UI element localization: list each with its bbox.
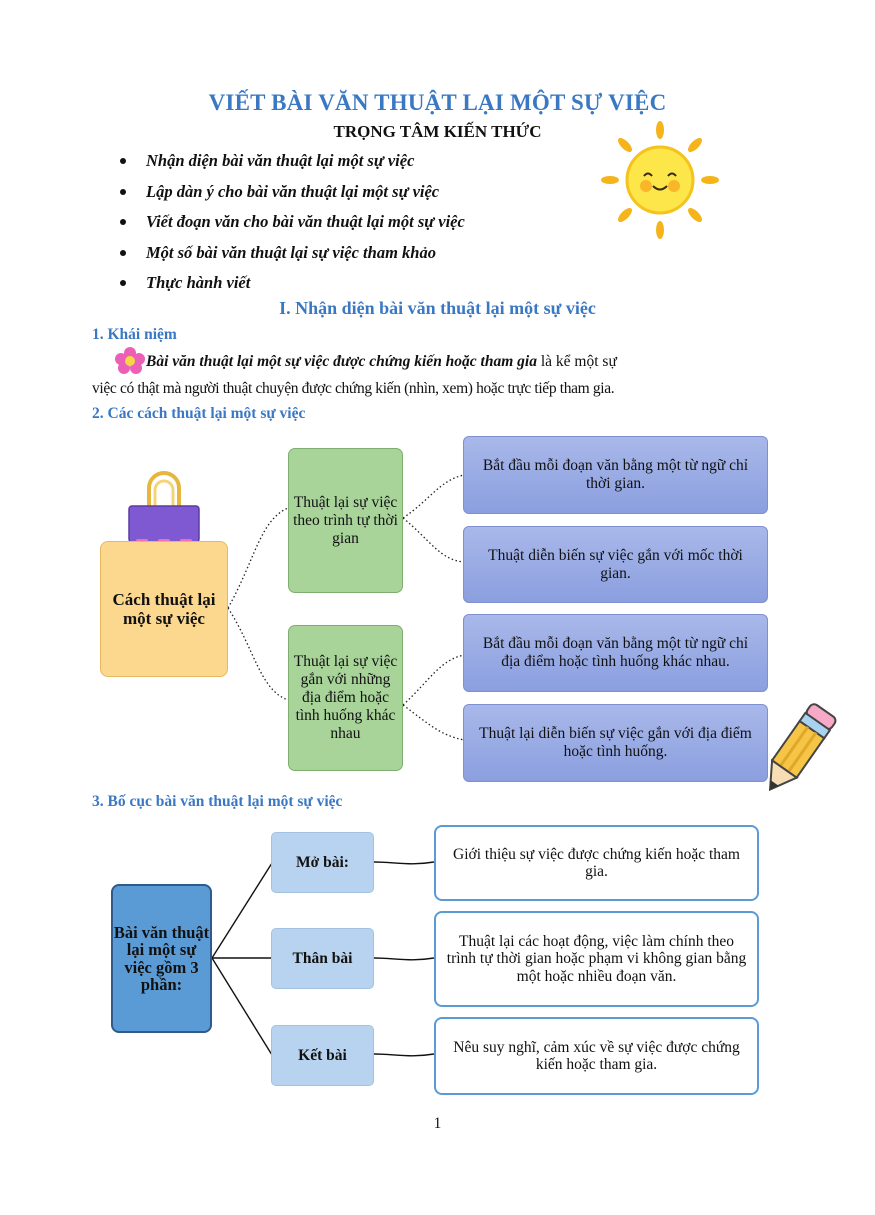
structure-desc-close <box>434 1017 759 1095</box>
branch-label: Thuật lại sự việc theo trình tự thời gian <box>293 493 398 547</box>
list-item: Một số bài văn thuật lại sự việc tham khảo <box>118 238 465 269</box>
page-number: 1 <box>433 1115 442 1132</box>
list-item: Nhận diện bài văn thuật lại một sự việc <box>118 146 465 177</box>
structure-desc-open <box>434 825 759 901</box>
structure-desc-body <box>434 911 759 1007</box>
concept-line2: việc có thật mà người thuật chuyện được chứng kiến (nhìn, xem) hoặc trực tiếp tham gia. <box>92 380 615 397</box>
branch-label: Thuật lại sự việc gắn với những địa điểm hoặc tình huống khác nhau <box>293 653 398 742</box>
part-desc: Nêu suy nghĩ, cảm xúc về sự việc được chứng kiến hoặc tham gia. <box>453 1038 740 1073</box>
leaf-label: Thuật lại diễn biến sự việc gắn với địa điểm hoặc tình huống. <box>479 725 752 760</box>
section-heading: I. Nhận diện bài văn thuật lại một sự việc <box>279 298 596 318</box>
structure-part-open <box>271 832 374 893</box>
page-title: VIẾT BÀI VĂN THUẬT LẠI MỘT SỰ VIỆC <box>208 90 667 115</box>
leaf-label: Thuật diễn biến sự việc gắn với mốc thời gian. <box>488 546 743 582</box>
concept-bold-lead: Bài văn thuật lại một sự việc được chứng kiến hoặc tham gia <box>146 353 537 370</box>
leaf-label: Bắt đầu mỗi đoạn văn bằng một từ ngữ chỉ thời gian. <box>482 457 749 492</box>
structure-part-body <box>271 928 374 989</box>
page-subtitle: TRỌNG TÂM KIẾN THỨC <box>333 122 542 141</box>
structure-root-label: Bài văn thuật lại một sự việc gồm 3 phần: <box>113 922 210 994</box>
list-item: Thực hành viết <box>118 268 465 299</box>
list-item: Lập dàn ý cho bài văn thuật lại một sự việc <box>118 177 465 208</box>
part-label: Mở bài: <box>296 853 349 871</box>
list-item: Viết đoạn văn cho bài văn thuật lại một sự việc <box>118 207 465 238</box>
structure-part-close <box>271 1025 374 1086</box>
part-desc: Thuật lại các hoạt động, việc làm chính theo trình tự thời gian hoặc phạm vi không gian bằng một hoặc nhiều đoạn văn. <box>446 932 747 985</box>
part-label: Thân bài <box>292 949 353 967</box>
methods-root-label: Cách thuật lại một sự việc <box>112 590 216 628</box>
leaf-label: Bắt đầu mỗi đoạn văn bằng một từ ngữ chỉ địa điểm hoặc tình huống khác nhau. <box>482 635 749 670</box>
concept-heading: 1. Khái niệm <box>92 326 177 343</box>
part-desc: Giới thiệu sự việc được chứng kiến hoặc tham gia. <box>453 845 740 880</box>
methods-heading: 2. Các cách thuật lại một sự việc <box>92 405 306 422</box>
structure-heading: 3. Bố cục bài văn thuật lại một sự việc <box>92 793 343 810</box>
part-label: Kết bài <box>298 1046 347 1064</box>
structure-root-box <box>111 884 212 1033</box>
concept-rest: là kể một sự <box>536 353 617 370</box>
